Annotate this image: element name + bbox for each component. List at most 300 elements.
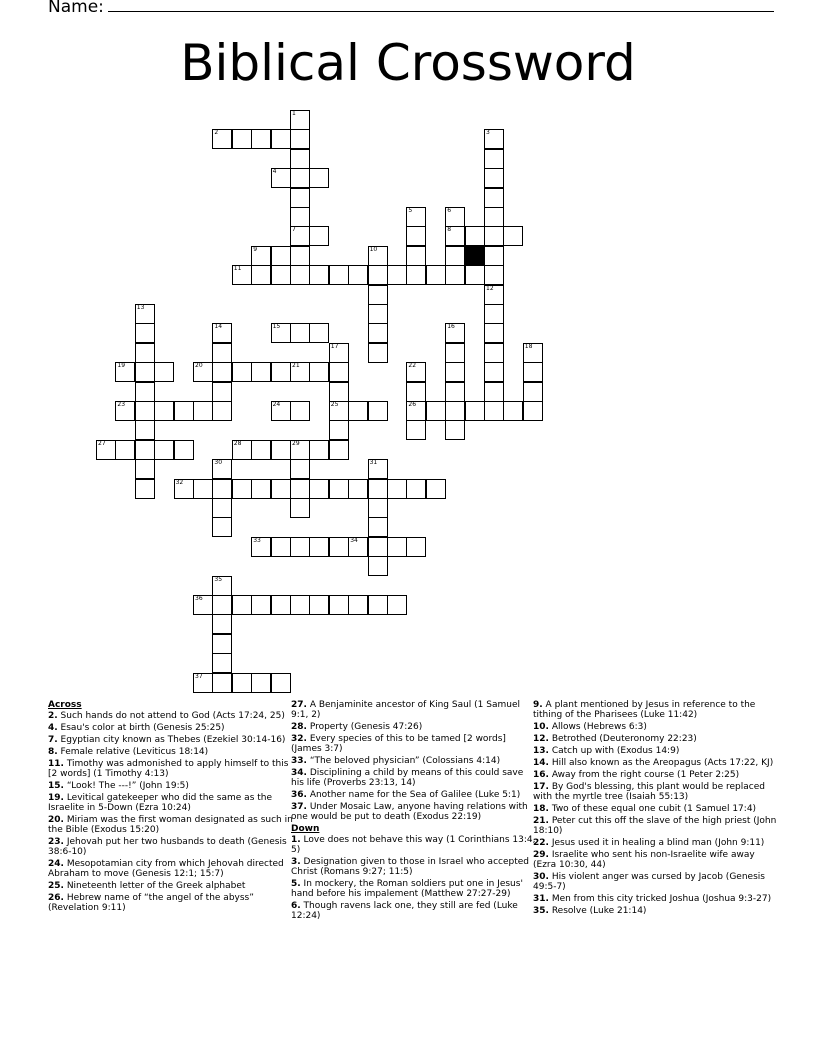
- clue-number: 19: [117, 362, 126, 370]
- clue-number: 37: [195, 672, 203, 680]
- clue-text: Disciplining a child by means of this could save his life (Proverbs 23:13, 14): [291, 768, 524, 788]
- grid-cell[interactable]: [406, 226, 426, 246]
- grid-cell[interactable]: [212, 576, 232, 596]
- grid-cell[interactable]: [290, 459, 310, 479]
- grid-cell[interactable]: [309, 265, 329, 285]
- grid-cell[interactable]: [232, 479, 252, 499]
- grid-cell[interactable]: [212, 401, 232, 421]
- grid-cell[interactable]: [271, 401, 291, 421]
- grid-cell[interactable]: [406, 401, 426, 421]
- grid-cell[interactable]: [271, 323, 291, 343]
- grid-cell[interactable]: [212, 479, 232, 499]
- grid-cell[interactable]: [251, 265, 271, 285]
- grid-cell[interactable]: [212, 129, 232, 149]
- grid-cell[interactable]: [290, 246, 310, 266]
- clue-number-label: 29.: [533, 850, 549, 860]
- grid-cell[interactable]: [290, 537, 310, 557]
- grid-cell[interactable]: [135, 304, 155, 324]
- grid-cell[interactable]: [445, 246, 465, 266]
- clue-text: Men from this city tricked Joshua (Joshua 9:3-27): [548, 894, 772, 904]
- grid-cell[interactable]: [212, 653, 232, 673]
- grid-cell[interactable]: [135, 323, 155, 343]
- grid-cell[interactable]: [232, 595, 252, 615]
- grid-cell[interactable]: [329, 382, 349, 402]
- grid-cell[interactable]: [309, 479, 329, 499]
- grid-cell[interactable]: [348, 537, 368, 557]
- clue-item: [291, 901, 536, 921]
- grid-cell[interactable]: [174, 401, 194, 421]
- grid-cell[interactable]: [484, 343, 504, 363]
- grid-cell[interactable]: [212, 517, 232, 537]
- grid-cell[interactable]: [115, 401, 135, 421]
- clue-number-label: 11.: [48, 759, 64, 769]
- clue-number-label: 4.: [48, 723, 58, 733]
- grid-cell[interactable]: [368, 246, 388, 266]
- grid-cell[interactable]: [309, 323, 329, 343]
- grid-cell[interactable]: [193, 362, 213, 382]
- grid-cell[interactable]: [523, 382, 543, 402]
- clue-text: Another name for the Sea of Galilee (Luke 5:1): [306, 790, 521, 800]
- grid-cell[interactable]: [271, 479, 291, 499]
- grid-cell[interactable]: [368, 401, 388, 421]
- grid-cell[interactable]: [154, 401, 174, 421]
- clue-item: [291, 802, 536, 822]
- grid-cell[interactable]: [484, 226, 504, 246]
- clue-number: 24: [272, 401, 281, 408]
- grid-cell[interactable]: [309, 537, 329, 557]
- clue-text: Nineteenth letter of the Greek alphabet: [63, 881, 246, 891]
- grid-cell[interactable]: [368, 343, 388, 363]
- grid-cell[interactable]: [212, 595, 232, 615]
- clue-item: [48, 759, 293, 779]
- grid-cell[interactable]: [290, 226, 310, 246]
- grid-cell[interactable]: [212, 362, 232, 382]
- grid-cell[interactable]: [426, 265, 446, 285]
- clue-item: [48, 893, 293, 913]
- grid-cell[interactable]: [309, 226, 329, 246]
- grid-cell[interactable]: [115, 440, 135, 460]
- grid-cell[interactable]: [271, 168, 291, 188]
- clue-item: [48, 859, 293, 879]
- clue-item: [291, 734, 536, 754]
- grid-cell[interactable]: [445, 401, 465, 421]
- clue-item: [48, 881, 293, 891]
- grid-cell[interactable]: [387, 265, 407, 285]
- clue-number: 10: [369, 245, 378, 253]
- clue-number-label: 22.: [533, 838, 549, 848]
- grid-cell[interactable]: [484, 207, 504, 227]
- grid-cell[interactable]: [426, 479, 446, 499]
- grid-cell[interactable]: [484, 382, 504, 402]
- grid-cell[interactable]: [309, 440, 329, 460]
- grid-cell[interactable]: [290, 207, 310, 227]
- grid-cell[interactable]: [193, 479, 213, 499]
- grid-cell[interactable]: [329, 420, 349, 440]
- grid-cell[interactable]: [329, 401, 349, 421]
- clue-item: [533, 804, 778, 814]
- grid-cell[interactable]: [426, 401, 446, 421]
- grid-cell[interactable]: [503, 226, 523, 246]
- grid-cell[interactable]: [135, 459, 155, 479]
- grid-cell[interactable]: [406, 479, 426, 499]
- clue-number: 35: [214, 575, 223, 583]
- grid-cell[interactable]: [212, 382, 232, 402]
- grid-cell[interactable]: [154, 362, 174, 382]
- grid-cell[interactable]: [484, 285, 504, 305]
- clue-text: Mesopotamian city from which Jehovah directed Abraham to move (Genesis 12:1; 15:7): [48, 859, 284, 879]
- grid-cell[interactable]: [368, 537, 388, 557]
- clue-item: [291, 768, 536, 788]
- grid-cell[interactable]: [115, 362, 135, 382]
- grid-cell[interactable]: [368, 304, 388, 324]
- clue-item: [291, 756, 536, 766]
- clue-number: 30: [214, 459, 223, 467]
- grid-cell[interactable]: [465, 226, 485, 246]
- down-heading: Down: [291, 824, 320, 834]
- clue-item: [291, 857, 536, 877]
- grid-cell[interactable]: [135, 479, 155, 499]
- grid-cell[interactable]: [484, 265, 504, 285]
- grid-cell[interactable]: [135, 382, 155, 402]
- grid-cell[interactable]: [368, 285, 388, 305]
- clue-text: “The beloved physician” (Colossians 4:14): [306, 756, 501, 766]
- clue-item: [533, 722, 778, 732]
- clue-number-label: 8.: [48, 747, 58, 757]
- name-label: Name:: [48, 0, 104, 17]
- grid-cell[interactable]: [484, 168, 504, 188]
- grid-cell[interactable]: [445, 226, 465, 246]
- clue-item: [533, 770, 778, 780]
- grid-cell[interactable]: [290, 362, 310, 382]
- grid-cell[interactable]: [232, 673, 252, 693]
- grid-cell[interactable]: [329, 440, 349, 460]
- clue-text: Jesus used it in healing a blind man (John 9:11): [548, 838, 765, 848]
- grid-cell[interactable]: [193, 401, 213, 421]
- grid-cell[interactable]: [232, 265, 252, 285]
- grid-cell[interactable]: [290, 129, 310, 149]
- grid-cell[interactable]: [329, 537, 349, 557]
- clue-number-label: 35.: [533, 906, 549, 916]
- clues-column-1: [48, 700, 293, 915]
- clues-column-2: [291, 700, 536, 923]
- grid-cell[interactable]: [445, 265, 465, 285]
- grid-cell[interactable]: [135, 343, 155, 363]
- clues-column-3: [533, 700, 778, 918]
- grid-cell[interactable]: [329, 479, 349, 499]
- grid-cell[interactable]: [445, 382, 465, 402]
- clue-text: Allows (Hebrews 6:3): [548, 722, 647, 732]
- grid-cell[interactable]: [445, 420, 465, 440]
- clue-number-label: 13.: [533, 746, 549, 756]
- grid-cell[interactable]: [348, 479, 368, 499]
- grid-cell[interactable]: [290, 323, 310, 343]
- clue-item: [291, 790, 536, 800]
- grid-cell[interactable]: [251, 479, 271, 499]
- grid-cell[interactable]: [212, 673, 232, 693]
- grid-cell[interactable]: [445, 343, 465, 363]
- clue-text: In mockery, the Roman soldiers put one in Jesus' hand before his impalement (Matthew 27:27-29): [291, 879, 523, 899]
- grid-cell[interactable]: [368, 556, 388, 576]
- grid-cell[interactable]: [503, 401, 523, 421]
- grid-cell[interactable]: [465, 265, 485, 285]
- grid-cell[interactable]: [387, 595, 407, 615]
- clue-number: 11: [233, 265, 242, 273]
- grid-cell[interactable]: [96, 440, 116, 460]
- grid-cell[interactable]: [368, 517, 388, 537]
- clue-text: Egyptian city known as Thebes (Ezekiel 30:14-16): [57, 735, 286, 745]
- grid-cell[interactable]: [329, 595, 349, 615]
- clue-number: 16: [447, 323, 455, 331]
- grid-cell[interactable]: [406, 265, 426, 285]
- clue-text: Esau's color at birth (Genesis 25:25): [57, 723, 225, 733]
- clue-number-label: 5.: [291, 879, 301, 889]
- clue-text: Levitical gatekeeper who did the same as the Israelite in 5-Down (Ezra 10:24): [48, 793, 273, 813]
- clue-number-label: 25.: [48, 881, 64, 891]
- grid-cell[interactable]: [135, 440, 155, 460]
- grid-cell[interactable]: [271, 129, 291, 149]
- grid-cell[interactable]: [251, 440, 271, 460]
- grid-cell[interactable]: [368, 479, 388, 499]
- grid-cell[interactable]: [193, 595, 213, 615]
- grid-cell[interactable]: [174, 479, 194, 499]
- grid-cell[interactable]: [212, 343, 232, 363]
- clue-item: [291, 835, 536, 855]
- clue-text: Hill also known as the Areopagus (Acts 17:22, KJ): [548, 758, 774, 768]
- clue-number: 12: [486, 284, 494, 292]
- grid-cell[interactable]: [290, 595, 310, 615]
- clue-text: Resolve (Luke 21:14): [548, 906, 647, 916]
- clue-number: 9: [253, 245, 258, 253]
- clue-text: Under Mosaic Law, anyone having relations with one would be put to death (Exodus 22:19): [291, 802, 528, 822]
- grid-cell[interactable]: [290, 479, 310, 499]
- grid-cell[interactable]: [290, 188, 310, 208]
- clue-item: [533, 758, 778, 768]
- grid-cell[interactable]: [212, 614, 232, 634]
- clue-number: 6: [447, 207, 452, 214]
- clue-number: 4: [272, 168, 277, 176]
- clue-number-label: 6.: [291, 901, 301, 911]
- clue-item: [533, 838, 778, 848]
- grid-cell[interactable]: [271, 537, 291, 557]
- clue-number-label: 19.: [48, 793, 64, 803]
- clue-item: [48, 711, 293, 721]
- clue-number: 5: [408, 207, 413, 214]
- grid-cell[interactable]: [523, 343, 543, 363]
- clue-number: 31: [369, 459, 378, 467]
- grid-cell[interactable]: [290, 110, 310, 130]
- clue-text: Peter cut this off the slave of the high priest (John 18:10): [533, 816, 777, 836]
- clue-item: [48, 793, 293, 813]
- clue-number: 7: [292, 226, 296, 234]
- clue-item: [48, 815, 293, 835]
- clue-number-label: 21.: [533, 816, 549, 826]
- clue-text: Such hands do not attend to God (Acts 17:24, 25): [57, 711, 285, 721]
- grid-cell[interactable]: [271, 246, 291, 266]
- clue-item: [533, 894, 778, 904]
- grid-cell[interactable]: [135, 401, 155, 421]
- grid-cell[interactable]: [406, 362, 426, 382]
- clue-number: 36: [195, 595, 203, 602]
- clue-item: [533, 872, 778, 892]
- grid-cell[interactable]: [445, 207, 465, 227]
- grid-cell[interactable]: [290, 440, 310, 460]
- grid-cell[interactable]: [290, 265, 310, 285]
- grid-cell[interactable]: [251, 673, 271, 693]
- grid-cell[interactable]: [212, 634, 232, 654]
- grid-cell[interactable]: [212, 323, 232, 343]
- clue-number-label: 27.: [291, 700, 307, 710]
- grid-cell[interactable]: [484, 149, 504, 169]
- clue-item: [533, 746, 778, 756]
- grid-cell[interactable]: [406, 537, 426, 557]
- clue-number-label: 15.: [48, 781, 64, 791]
- grid-cell[interactable]: [154, 440, 174, 460]
- clue-text: Designation given to those in Israel who accepted Christ (Romans 9:27; 11:5): [291, 857, 529, 877]
- grid-cell[interactable]: [484, 304, 504, 324]
- clue-item: [48, 781, 293, 791]
- clue-number: 18: [524, 342, 533, 350]
- clue-number: 33: [253, 536, 261, 544]
- grid-cell[interactable]: [271, 265, 291, 285]
- grid-cell[interactable]: [251, 246, 271, 266]
- grid-cell[interactable]: [523, 401, 543, 421]
- clue-number: 3: [486, 129, 490, 137]
- grid-cell[interactable]: [484, 401, 504, 421]
- clue-number-label: 9.: [533, 700, 543, 710]
- clue-item: [48, 723, 293, 733]
- clue-item: [533, 734, 778, 744]
- grid-cell[interactable]: [271, 673, 291, 693]
- grid-cell[interactable]: [290, 168, 310, 188]
- clue-text: Miriam was the first woman designated as such in the Bible (Exodus 15:20): [48, 815, 293, 835]
- grid-cell[interactable]: [251, 362, 271, 382]
- clue-text: Property (Genesis 47:26): [306, 722, 423, 732]
- clue-text: A Benjaminite ancestor of King Saul (1 Samuel 9:1, 2): [291, 700, 520, 720]
- clue-text: Every species of this to be tamed [2 words] (James 3:7): [291, 734, 506, 754]
- grid-cell[interactable]: [290, 498, 310, 518]
- clue-item: [48, 735, 293, 745]
- clue-number: 13: [136, 304, 145, 311]
- clue-number: 29: [292, 439, 300, 447]
- clue-number-label: 28.: [291, 722, 307, 732]
- grid-cell[interactable]: [212, 459, 232, 479]
- across-heading: Across: [48, 700, 82, 710]
- grid-cell[interactable]: [232, 440, 252, 460]
- clue-number: 23: [117, 401, 126, 408]
- clue-number-label: 18.: [533, 804, 549, 814]
- grid-cell[interactable]: [368, 265, 388, 285]
- grid-cell[interactable]: [212, 498, 232, 518]
- grid-cell[interactable]: [309, 595, 329, 615]
- clue-text: Female relative (Leviticus 18:14): [57, 747, 209, 757]
- grid-cell[interactable]: [387, 537, 407, 557]
- clue-text: Though ravens lack one, they still are fed (Luke 12:24): [291, 901, 518, 921]
- clue-text: Catch up with (Exodus 14:9): [548, 746, 680, 756]
- clue-number-label: 24.: [48, 859, 64, 869]
- grid-cell[interactable]: [368, 459, 388, 479]
- clue-number-label: 36.: [291, 790, 307, 800]
- clue-text: Israelite who sent his non-Israelite wife away (Ezra 10:30, 44): [533, 850, 755, 870]
- grid-cell[interactable]: [271, 595, 291, 615]
- clue-number: 14: [214, 323, 223, 331]
- grid-cell[interactable]: [406, 246, 426, 266]
- grid-cell[interactable]: [368, 595, 388, 615]
- clue-item: [533, 906, 778, 916]
- grid-cell[interactable]: [135, 362, 155, 382]
- clue-number: 17: [330, 342, 339, 350]
- grid-cell[interactable]: [484, 129, 504, 149]
- grid-black-cell: [465, 246, 485, 266]
- grid-cell[interactable]: [348, 595, 368, 615]
- grid-cell[interactable]: [290, 401, 310, 421]
- grid-cell[interactable]: [309, 168, 329, 188]
- clue-text: A plant mentioned by Jesus in reference to the tithing of the Pharisees (Luke 11:42): [533, 700, 756, 720]
- clue-text: Betrothed (Deuteronomy 22:23): [548, 734, 697, 744]
- clue-text: Love does not behave this way (1 Corinthians 13:4, 5): [291, 835, 536, 855]
- grid-cell[interactable]: [329, 343, 349, 363]
- clue-number-label: 3.: [291, 857, 301, 867]
- grid-cell[interactable]: [290, 149, 310, 169]
- clue-item: [533, 700, 778, 720]
- grid-cell[interactable]: [271, 440, 291, 460]
- grid-cell[interactable]: [406, 207, 426, 227]
- clue-number-label: 17.: [533, 782, 549, 792]
- grid-cell[interactable]: [484, 323, 504, 343]
- grid-cell[interactable]: [329, 362, 349, 382]
- grid-cell[interactable]: [484, 246, 504, 266]
- clue-item: [291, 879, 536, 899]
- grid-cell[interactable]: [368, 498, 388, 518]
- clue-number-label: 37.: [291, 802, 307, 812]
- clue-text: Two of these equal one cubit (1 Samuel 17:4): [548, 804, 757, 814]
- clue-item: [533, 850, 778, 870]
- grid-cell[interactable]: [329, 265, 349, 285]
- grid-cell[interactable]: [387, 479, 407, 499]
- grid-cell[interactable]: [406, 382, 426, 402]
- grid-cell[interactable]: [348, 265, 368, 285]
- clue-item: [48, 747, 293, 757]
- clue-item: [291, 700, 536, 720]
- grid-cell[interactable]: [193, 673, 213, 693]
- grid-cell[interactable]: [484, 188, 504, 208]
- clue-number: 28: [233, 439, 242, 447]
- grid-cell[interactable]: [251, 129, 271, 149]
- grid-cell[interactable]: [251, 595, 271, 615]
- grid-cell[interactable]: [484, 362, 504, 382]
- grid-cell[interactable]: [232, 129, 252, 149]
- grid-cell[interactable]: [251, 537, 271, 557]
- grid-cell[interactable]: [445, 323, 465, 343]
- clue-number: 25: [330, 401, 339, 408]
- clue-number-label: 10.: [533, 722, 549, 732]
- grid-cell[interactable]: [406, 420, 426, 440]
- clue-number-label: 30.: [533, 872, 549, 882]
- grid-cell[interactable]: [271, 362, 291, 382]
- grid-cell[interactable]: [309, 362, 329, 382]
- grid-cell[interactable]: [348, 401, 368, 421]
- grid-cell[interactable]: [465, 401, 485, 421]
- grid-cell[interactable]: [445, 362, 465, 382]
- clue-number: 2: [214, 129, 219, 137]
- clue-number: 22: [408, 362, 417, 370]
- grid-cell[interactable]: [174, 440, 194, 460]
- clue-number: 15: [272, 323, 281, 331]
- grid-cell[interactable]: [232, 362, 252, 382]
- grid-cell[interactable]: [368, 323, 388, 343]
- clue-number: 21: [292, 362, 300, 370]
- grid-cell[interactable]: [135, 420, 155, 440]
- grid-cell[interactable]: [523, 362, 543, 382]
